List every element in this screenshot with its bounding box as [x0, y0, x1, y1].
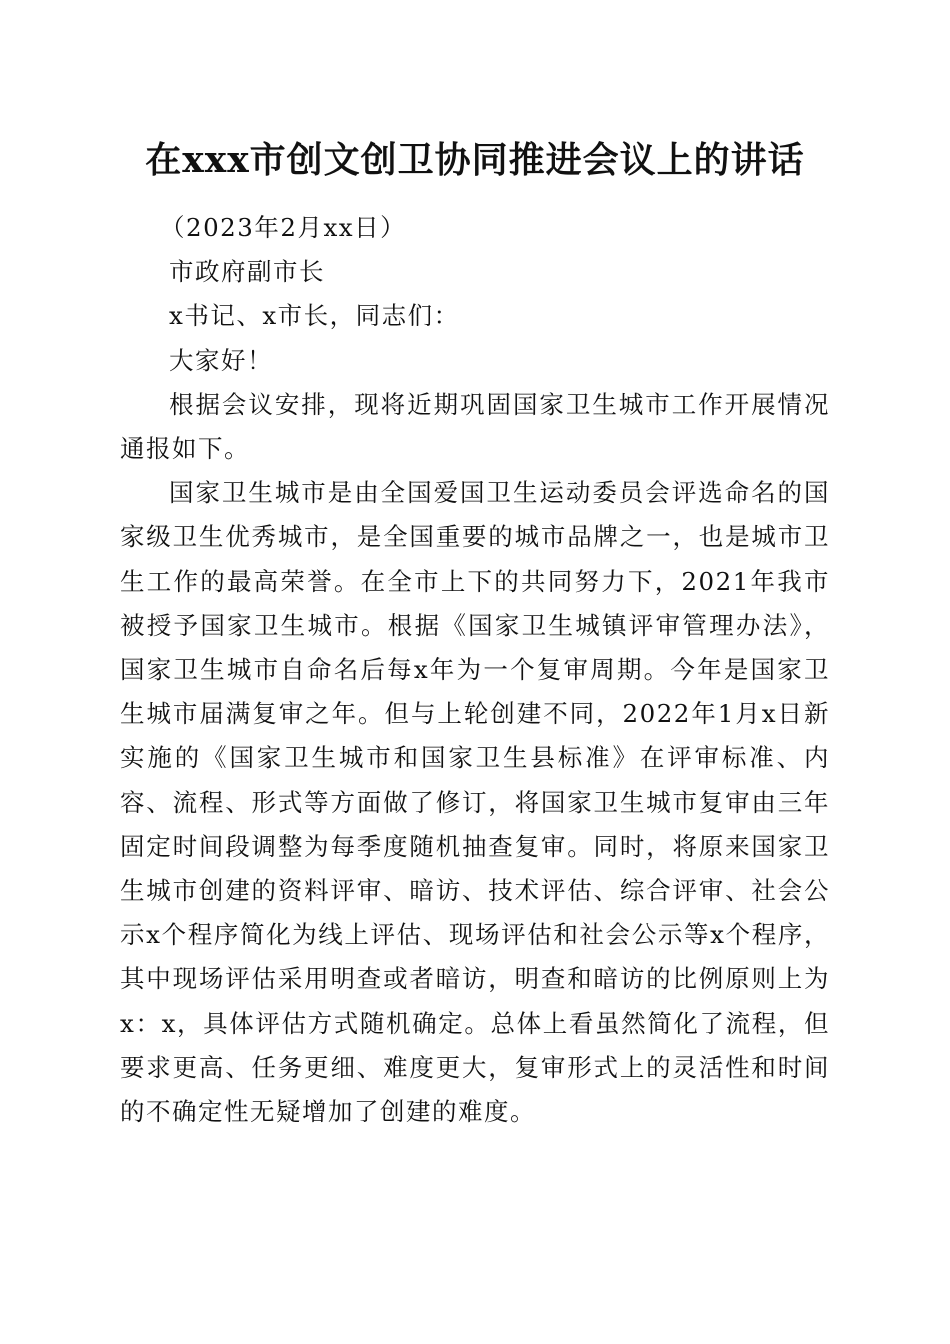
greeting-line: 大家好！ [169, 345, 273, 375]
date-line: （2023年2月xx日） [160, 213, 407, 242]
document-body [120, 206, 830, 1134]
paragraph: 根据会议安排，现将近期巩固国家卫生城市工作开展情况通报如下。 [120, 389, 830, 464]
paragraph: 国家卫生城市是由全国爱国卫生运动委员会评选命名的国家级卫生优秀城市，是全国重要的城市品牌之一，也是城市卫生工作的最高荣誉。在全市上下的共同努力下，2021年我市被授予国家卫生城市。根据《国家卫生城镇评审管理办法》，国家卫生城市自命名后每x年为一个复审周期。今年是国家卫生城市届满复审之年。但与上轮创建不同，2022年1月x日新实施的《国家卫生城市和国家卫生县标准》在评审标准、内容、流程、形式等方面做了修订，将国家卫生城市复审由三年固定时间段调整为每季度随机抽查复审。同时，将原来国家卫生城市创建的资料评审、暗访、技术评估、综合评审、社会公示x个程序简化为线上评估、现场评估和社会公示等x个程序，其中现场评估采用明查或者暗访，明查和暗访的比例原则上为x：x，具体评估方式随机确定。总体上看虽然简化了流程，但要求更高、任务更细、难度更大，复审形式上的灵活性和时间的不确定性无疑增加了创建的难度。 [120, 478, 830, 1127]
salutation-line: x书记、x市长，同志们： [169, 301, 460, 331]
speaker-line: 市政府副市长 [169, 257, 325, 287]
document-title: 在xxx市创文创卫协同推进会议上的讲话 [145, 139, 805, 181]
